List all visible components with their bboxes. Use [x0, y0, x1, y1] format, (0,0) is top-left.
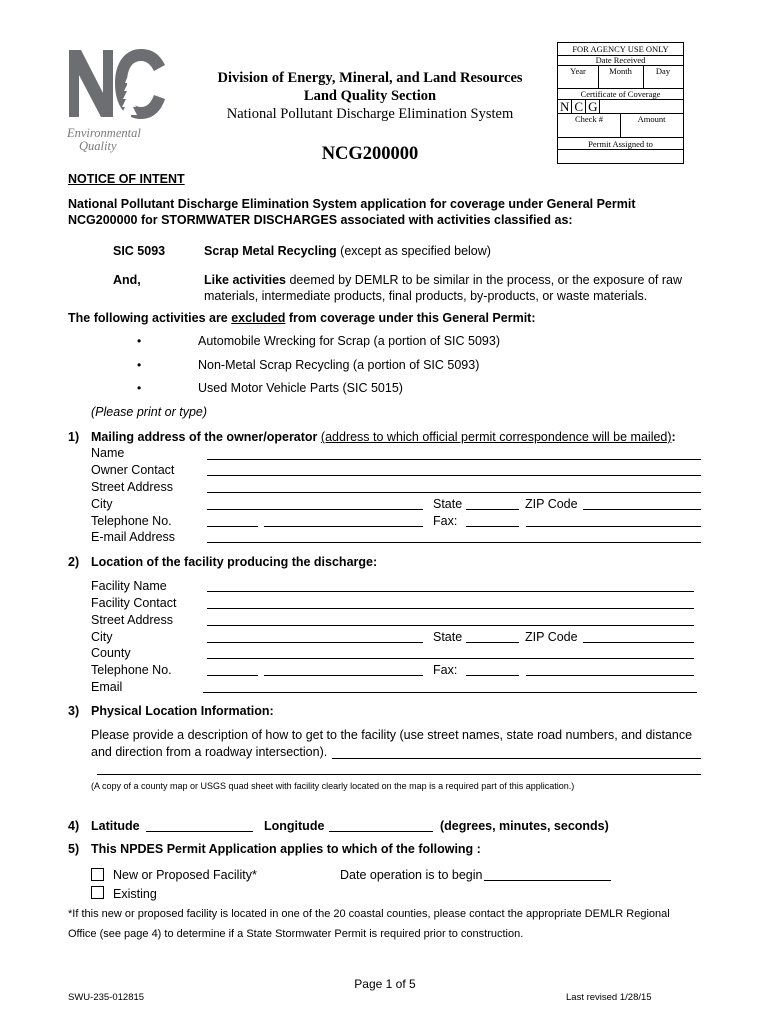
section-4-number: 4) — [68, 819, 80, 833]
longitude-field[interactable] — [329, 831, 433, 832]
facility-state-label: State — [433, 630, 463, 644]
owner-contact-label: Owner Contact — [91, 463, 175, 477]
facility-fax-label: Fax: — [433, 663, 458, 677]
latitude-label: Latitude — [91, 819, 140, 833]
permit-number: NCG200000 — [321, 144, 419, 164]
facility-contact-label: Facility Contact — [91, 596, 177, 610]
owner-contact-field[interactable] — [207, 475, 701, 476]
logo-text-quality: Quality — [79, 139, 117, 153]
facility-city-field[interactable] — [207, 642, 423, 643]
ncg-c: C — [574, 99, 584, 114]
agency-use-box — [557, 42, 684, 164]
facility-name-field[interactable] — [207, 591, 694, 592]
owner-state-label: State — [433, 497, 463, 511]
owner-city-field[interactable] — [207, 509, 423, 510]
notice-heading: NOTICE OF INTENT — [68, 172, 185, 186]
section-1-number: 1) — [68, 430, 80, 444]
facility-street-label: Street Address — [91, 613, 173, 627]
excluded-item: Non-Metal Scrap Recycling (a portion of SIC 5093) — [198, 358, 480, 372]
owner-phone-label: Telephone No. — [91, 514, 172, 528]
section-3-number: 3) — [68, 704, 80, 718]
facility-street-field[interactable] — [207, 625, 694, 626]
facility-fax-field[interactable] — [526, 675, 694, 676]
amount-label: Amount — [637, 114, 666, 124]
date-operation-field[interactable] — [484, 880, 611, 881]
like-bold: Like activities — [204, 273, 286, 287]
like-line-2: materials, intermediate products, final products, by-products, or waste materials. — [204, 289, 648, 303]
month-label: Month — [609, 66, 632, 76]
section-5-number: 5) — [68, 842, 80, 856]
bullet: • — [137, 381, 142, 395]
map-note: (A copy of a county map or USGS quad sheet with facility clearly located on the map is a required part of this application.) — [91, 781, 575, 791]
facility-zip-field[interactable] — [583, 642, 694, 643]
bullet: • — [137, 334, 142, 348]
permit-assigned-label: Permit Assigned to — [588, 139, 653, 149]
directions-line-2: and direction from a roadway intersection). — [91, 745, 328, 759]
longitude-label: Longitude — [264, 819, 325, 833]
owner-phone-field[interactable] — [264, 526, 423, 527]
check-label: Check # — [574, 114, 604, 124]
section-1-title: Mailing address of the owner/operator (address to which official permit correspondence will be mailed): — [91, 430, 676, 444]
facility-state-field[interactable] — [466, 642, 519, 643]
agency-title: FOR AGENCY USE ONLY — [572, 44, 669, 54]
directions-line-1: Please provide a description of how to get to the facility (use street names, state road numbers, and distance — [91, 728, 693, 742]
facility-phone-label: Telephone No. — [91, 663, 172, 677]
owner-email-label: E-mail Address — [91, 530, 176, 544]
directions-field-1[interactable] — [332, 758, 701, 759]
certificate-label: Certificate of Coverage — [580, 89, 661, 99]
owner-zip-label: ZIP Code — [525, 497, 578, 511]
section-5-title: This NPDES Permit Application applies to which of the following : — [91, 842, 481, 856]
intro-line-2: NCG200000 for STORMWATER DISCHARGES associated with activities classified as: — [68, 213, 573, 227]
facility-phone-area-field[interactable] — [207, 675, 258, 676]
excluded-heading: The following activities are excluded from coverage under this General Permit: — [68, 311, 536, 325]
section-2-title: Location of the facility producing the discharge: — [91, 555, 378, 569]
bullet: • — [137, 358, 142, 372]
owner-phone-area-field[interactable] — [207, 526, 258, 527]
owner-city-label: City — [91, 497, 113, 511]
sic-title: Scrap Metal Recycling — [204, 244, 337, 258]
facility-county-field[interactable] — [207, 658, 694, 659]
section-2-number: 2) — [68, 555, 80, 569]
footnote-line-1: *If this new or proposed facility is located in one of the 20 coastal counties, please contact the appropriate DEMLR Regional — [68, 908, 670, 920]
owner-fax-area-field[interactable] — [466, 526, 519, 527]
day-label: Day — [655, 66, 671, 76]
nc-logo-graphic — [67, 45, 167, 125]
sic-code: SIC 5093 — [113, 244, 166, 258]
facility-email-label: Email — [91, 680, 123, 694]
and-label: And, — [113, 273, 141, 287]
excluded-item: Automobile Wrecking for Scrap (a portion of SIC 5093) — [198, 334, 500, 348]
date-operation-label: Date operation is to begin — [340, 868, 483, 882]
owner-name-field[interactable] — [207, 459, 701, 460]
owner-zip-field[interactable] — [583, 509, 701, 510]
like-activities — [204, 273, 682, 287]
footnote-line-2: Office (see page 4) to determine if a State Stormwater Permit is required prior to construction. — [68, 928, 524, 940]
ncg-n: N — [560, 99, 570, 114]
form-id: SWU-235-012815 — [68, 992, 145, 1003]
system-title: National Pollutant Discharge Elimination System — [226, 106, 514, 122]
ncg-g: G — [588, 99, 598, 114]
section-3-title: Physical Location Information: — [91, 704, 274, 718]
sic-description — [204, 244, 491, 258]
owner-name-label: Name — [91, 446, 125, 460]
new-facility-checkbox[interactable] — [91, 868, 104, 881]
last-revised: Last revised 1/28/15 — [566, 992, 652, 1003]
owner-street-field[interactable] — [207, 492, 701, 493]
page-number: Page 1 of 5 — [354, 977, 416, 991]
facility-county-label: County — [91, 646, 131, 660]
like-rest: deemed by DEMLR to be similar in the process, or the exposure of raw — [286, 273, 683, 287]
facility-email-field[interactable] — [203, 692, 697, 693]
facility-name-label: Facility Name — [91, 579, 167, 593]
facility-contact-field[interactable] — [207, 608, 694, 609]
date-received-label: Date Received — [595, 55, 646, 65]
facility-city-label: City — [91, 630, 113, 644]
section-title: Land Quality Section — [303, 88, 437, 104]
owner-state-field[interactable] — [466, 509, 519, 510]
division-title: Division of Energy, Mineral, and Land Resources — [217, 70, 523, 86]
owner-email-field[interactable] — [207, 542, 701, 543]
intro-line-1: National Pollutant Discharge Elimination System application for coverage under General Permit — [68, 197, 636, 211]
facility-phone-field[interactable] — [264, 675, 423, 676]
coordinate-units: (degrees, minutes, seconds) — [440, 819, 609, 833]
sic-note: (except as specified below) — [336, 244, 491, 258]
excluded-item: Used Motor Vehicle Parts (SIC 5015) — [198, 381, 403, 395]
directions-field-2[interactable] — [97, 774, 701, 775]
latitude-field[interactable] — [146, 831, 253, 832]
facility-fax-area-field[interactable] — [466, 675, 519, 676]
existing-facility-label: Existing — [113, 887, 157, 901]
nc-deq-logo — [67, 45, 167, 153]
existing-facility-checkbox[interactable] — [91, 886, 104, 899]
logo-text-environmental: Environmental — [67, 126, 141, 140]
print-instruction: (Please print or type) — [91, 405, 208, 419]
owner-street-label: Street Address — [91, 480, 173, 494]
facility-zip-label: ZIP Code — [525, 630, 578, 644]
year-label: Year — [570, 66, 586, 76]
owner-fax-label: Fax: — [433, 514, 458, 528]
owner-fax-field[interactable] — [526, 526, 701, 527]
new-facility-label: New or Proposed Facility* — [113, 868, 257, 882]
